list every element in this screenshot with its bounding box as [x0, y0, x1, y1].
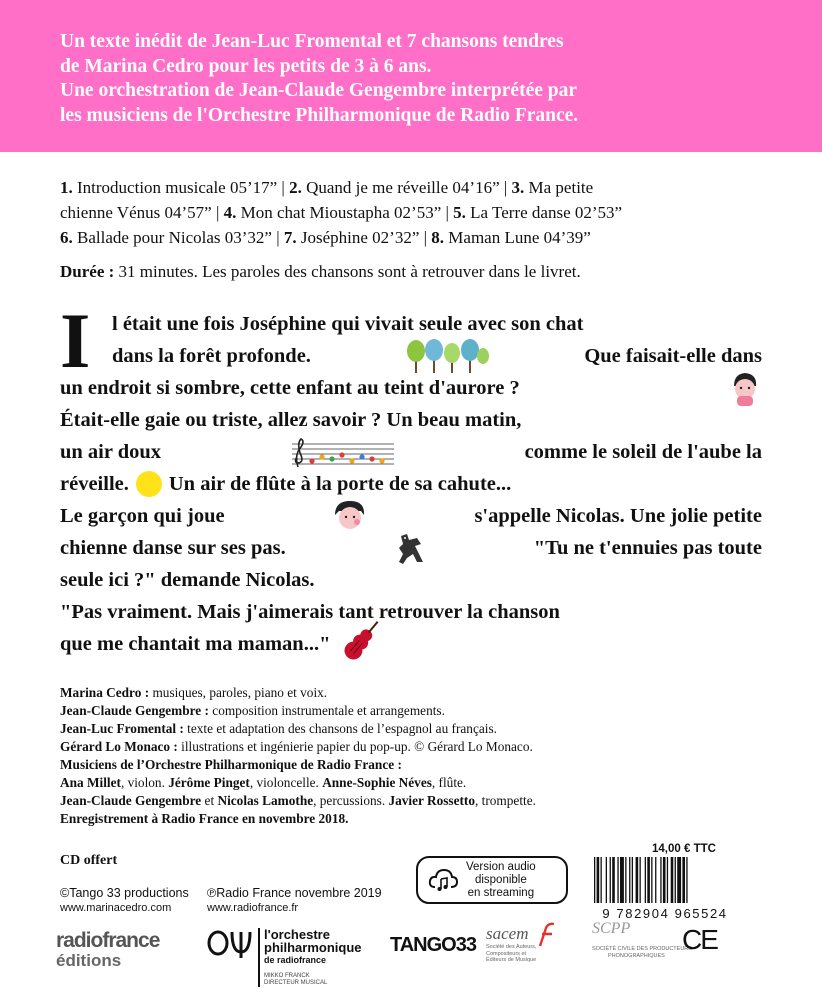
- track-number: 2.: [289, 178, 302, 197]
- barcode-bar: [647, 857, 650, 903]
- credit-line: [60, 702, 536, 720]
- sun-icon: [135, 470, 163, 498]
- track-text: La Terre danse 02’53”: [470, 203, 623, 222]
- logo-text: DIRECTEUR MUSICAL: [264, 980, 328, 986]
- music-staff-icon: [292, 437, 394, 467]
- story-line: [60, 596, 762, 628]
- logo-text: l'orchestre: [264, 927, 330, 942]
- credits: [60, 684, 536, 828]
- orchestre-logo: [206, 928, 362, 987]
- track-text: Joséphine 02’32” |: [300, 228, 432, 247]
- violin-icon: [336, 621, 382, 667]
- story-line: [60, 532, 762, 564]
- production-left: [60, 886, 189, 916]
- musician-name: Nicolas Lamothe: [217, 793, 314, 808]
- ce-mark: CE: [682, 924, 717, 955]
- trees-icon: [406, 339, 490, 373]
- musician-name: Javier Rossetto: [388, 793, 476, 808]
- story-segment: Un air de flûte à la porte de sa cahute...: [168, 473, 512, 495]
- banner-text: [60, 30, 578, 128]
- logo-text: SCPP: [592, 920, 631, 937]
- story-segment: Que faisait-elle dans: [584, 345, 762, 367]
- musician-name: Jérôme Pinget: [168, 775, 250, 790]
- track-text: Ma petite: [528, 178, 594, 197]
- barcode-bar: [671, 857, 674, 903]
- sacem-f-icon: [536, 922, 556, 948]
- streaming-line: en streaming: [467, 886, 535, 899]
- credit-name: Marina Cedro :: [60, 685, 150, 700]
- banner-line: les musiciens de l'Orchestre Philharmonique de Radio France.: [60, 104, 579, 126]
- banner-line: Un texte inédit de Jean-Luc Fromental et 7 chansons tendres: [60, 31, 564, 52]
- track-line: [60, 175, 760, 200]
- scpp-logo: [592, 920, 692, 959]
- musician-name: Jean-Claude Gengembre: [60, 793, 202, 808]
- logo-text: radiofrance: [56, 929, 160, 952]
- track-text: Ballade pour Nicolas 03’32” |: [77, 228, 284, 247]
- track-number: 4.: [223, 203, 237, 222]
- story-segment: chienne danse sur ses pas.: [60, 537, 286, 559]
- streaming-line: Version audio: [466, 860, 536, 873]
- tango33-logo: TANGO33: [390, 934, 476, 956]
- barcode-bar: [610, 857, 611, 903]
- streaming-line: disponible: [474, 873, 527, 886]
- musicians-line: [60, 792, 536, 810]
- website-link[interactable]: www.marinacedro.com: [60, 902, 172, 914]
- story-line: [60, 372, 762, 404]
- logo-text: philharmonique: [264, 940, 362, 955]
- dog-icon: [395, 532, 425, 564]
- track-text: Mon chat Mioustapha 02’53” |: [240, 203, 454, 222]
- barcode-bar: [625, 857, 626, 903]
- track-line: [60, 225, 760, 250]
- track-line: [60, 200, 760, 225]
- story-line: [60, 436, 762, 468]
- logo-text: Société des Auteurs,: [486, 944, 537, 950]
- barcode-bar: [640, 857, 641, 903]
- barcode: [590, 857, 740, 905]
- story-line: [60, 468, 762, 500]
- credit-line: [60, 684, 536, 702]
- story-segment: que me chantait ma maman...": [60, 633, 331, 655]
- credit-name: Musiciens de l’Orchestre Philharmonique de Radio France :: [60, 757, 402, 772]
- drop-cap: I: [60, 297, 91, 384]
- credit-name: Jean-Luc Fromental :: [60, 721, 184, 736]
- track-text: Introduction musicale 05’17” |: [77, 178, 290, 197]
- credit-role: composition instrumentale et arrangements.: [208, 703, 445, 718]
- sacem-logo: [486, 924, 536, 964]
- track-number: 5.: [453, 203, 466, 222]
- barcode-number: 9 782904 965524: [602, 906, 728, 921]
- barcode-bar: [667, 857, 668, 903]
- barcode-bar: [617, 857, 618, 903]
- story-line: [60, 340, 762, 372]
- credit-name: Gérard Lo Monaco :: [60, 739, 178, 754]
- credit-line: [60, 756, 536, 774]
- musician-name: Ana Millet: [60, 775, 121, 790]
- barcode-bar: [682, 857, 685, 903]
- logo-text: MIKKO FRANCK: [264, 973, 310, 979]
- barcode-bar: [594, 857, 595, 903]
- musician-name: Anne-Sophie Néves: [322, 775, 432, 790]
- logo-text: sacem: [486, 924, 529, 943]
- recording-text: Enregistrement à Radio France en novembre 2018.: [60, 811, 349, 826]
- barcode-bar: [612, 857, 615, 903]
- story-line: [60, 308, 762, 340]
- story-segment: dans la forêt profonde.: [112, 345, 311, 367]
- barcode-bar: [601, 857, 602, 903]
- musician-role: , flûte.: [431, 775, 467, 790]
- credit-role: illustrations et ingénierie papier du pop-up. © Gérard Lo Monaco.: [177, 739, 533, 754]
- story-line: [60, 500, 762, 532]
- track-number: 7.: [283, 228, 297, 247]
- price: 14,00 € TTC: [652, 843, 716, 855]
- credit-name: Jean-Claude Gengembre :: [60, 703, 209, 718]
- logo-text: SOCIÉTÉ CIVILE DES PRODUCTEURS: [592, 946, 692, 952]
- track-list: [60, 175, 760, 250]
- credit-role: musiques, paroles, piano et voix.: [149, 685, 328, 700]
- musicians-line: [60, 774, 536, 792]
- barcode-bar: [645, 857, 646, 903]
- musician-role: , violoncelle.: [249, 775, 323, 790]
- logo-text: de radiofrance: [264, 955, 327, 965]
- production-right: [207, 886, 382, 916]
- logo-text: éditions: [56, 951, 122, 970]
- story-segment: seule ici ?" demande Nicolas.: [60, 569, 315, 591]
- barcode-bar: [663, 857, 666, 903]
- barcode-bar: [675, 857, 676, 903]
- story-segment: Était-elle gaie ou triste, allez savoir ? Un beau matin,: [60, 409, 522, 431]
- track-text: Maman Lune 04’39”: [448, 228, 591, 247]
- story-segment: "Tu ne t'ennuies pas toute: [533, 537, 762, 559]
- streaming-text: [466, 861, 536, 900]
- track-number: 3.: [511, 178, 525, 197]
- duration-text: 31 minutes. Les paroles des chansons sont à retrouver dans le livret.: [114, 262, 581, 281]
- streaming-badge: [416, 856, 568, 904]
- credit-role: texte et adaptation des chansons de l’espagnol au français.: [183, 721, 497, 736]
- barcode-bar: [620, 857, 624, 903]
- track-text: chienne Vénus 04’57” |: [60, 203, 224, 222]
- story-line: [60, 404, 762, 436]
- credit-line: [60, 720, 536, 738]
- logo-text: Éditeurs de Musique: [486, 957, 537, 963]
- orchestre-symbol-icon: [206, 928, 252, 958]
- barcode-bar: [597, 857, 600, 903]
- track-text: Quand je me réveille 04’16” |: [306, 178, 512, 197]
- musician-role: , violon.: [120, 775, 169, 790]
- track-number: 6.: [60, 228, 73, 247]
- track-number: 8.: [431, 228, 445, 247]
- barcode-bar: [629, 857, 630, 903]
- barcode-bar: [655, 857, 656, 903]
- cloud-music-icon: [428, 867, 458, 893]
- production-label: ℗Radio France novembre 2019: [207, 886, 382, 900]
- story-segment: s'appelle Nicolas. Une jolie petite: [474, 505, 762, 527]
- barcode-bar: [632, 857, 633, 903]
- boy-face-icon: [331, 499, 369, 533]
- logo-text: Compositeurs et: [486, 950, 527, 957]
- story-line: [60, 564, 762, 596]
- story-segment: l était une fois Joséphine qui vivait seule avec son chat: [112, 313, 584, 335]
- barcode-bar: [636, 857, 639, 903]
- recording-line: [60, 810, 536, 828]
- story-segment: "Pas vraiment. Mais j'aimerais tant retrouver la chanson: [60, 601, 560, 623]
- barcode-bar: [677, 857, 681, 903]
- header-banner: [0, 0, 822, 152]
- story-text: [60, 297, 762, 660]
- radiofrance-editions-logo: [56, 930, 159, 970]
- duration: [60, 260, 581, 284]
- duration-label: Durée :: [60, 262, 115, 281]
- barcode-bar: [651, 857, 652, 903]
- website-link[interactable]: www.radiofrance.fr: [207, 902, 299, 914]
- barcode-bar: [606, 857, 607, 903]
- logo-text: PHONOGRAPHIQUES: [608, 952, 665, 959]
- story-segment: un endroit si sombre, cette enfant au teint d'aurore ?: [60, 377, 520, 399]
- barcode-bar: [686, 857, 687, 903]
- track-number: 1.: [60, 178, 73, 197]
- banner-line: de Marina Cedro pour les petits de 3 à 6 ans.: [60, 55, 432, 77]
- production-label: ©Tango 33 productions: [60, 886, 189, 900]
- musician-role: , percussions.: [313, 793, 389, 808]
- story-segment: Le garçon qui joue: [60, 505, 225, 527]
- story-segment: un air doux: [60, 441, 162, 463]
- story-segment: comme le soleil de l'aube la: [524, 441, 762, 463]
- musician-role: , trompette.: [475, 793, 536, 808]
- musician-role: et: [201, 793, 218, 808]
- cd-offert: CD offert: [60, 853, 118, 868]
- story-segment: réveille.: [60, 473, 129, 495]
- girl-face-icon: [728, 370, 762, 406]
- story-line: [60, 628, 762, 660]
- credit-line: [60, 738, 536, 756]
- barcode-bar: [660, 857, 661, 903]
- banner-line: Une orchestration de Jean-Claude Gengembre interprétée par: [60, 80, 578, 101]
